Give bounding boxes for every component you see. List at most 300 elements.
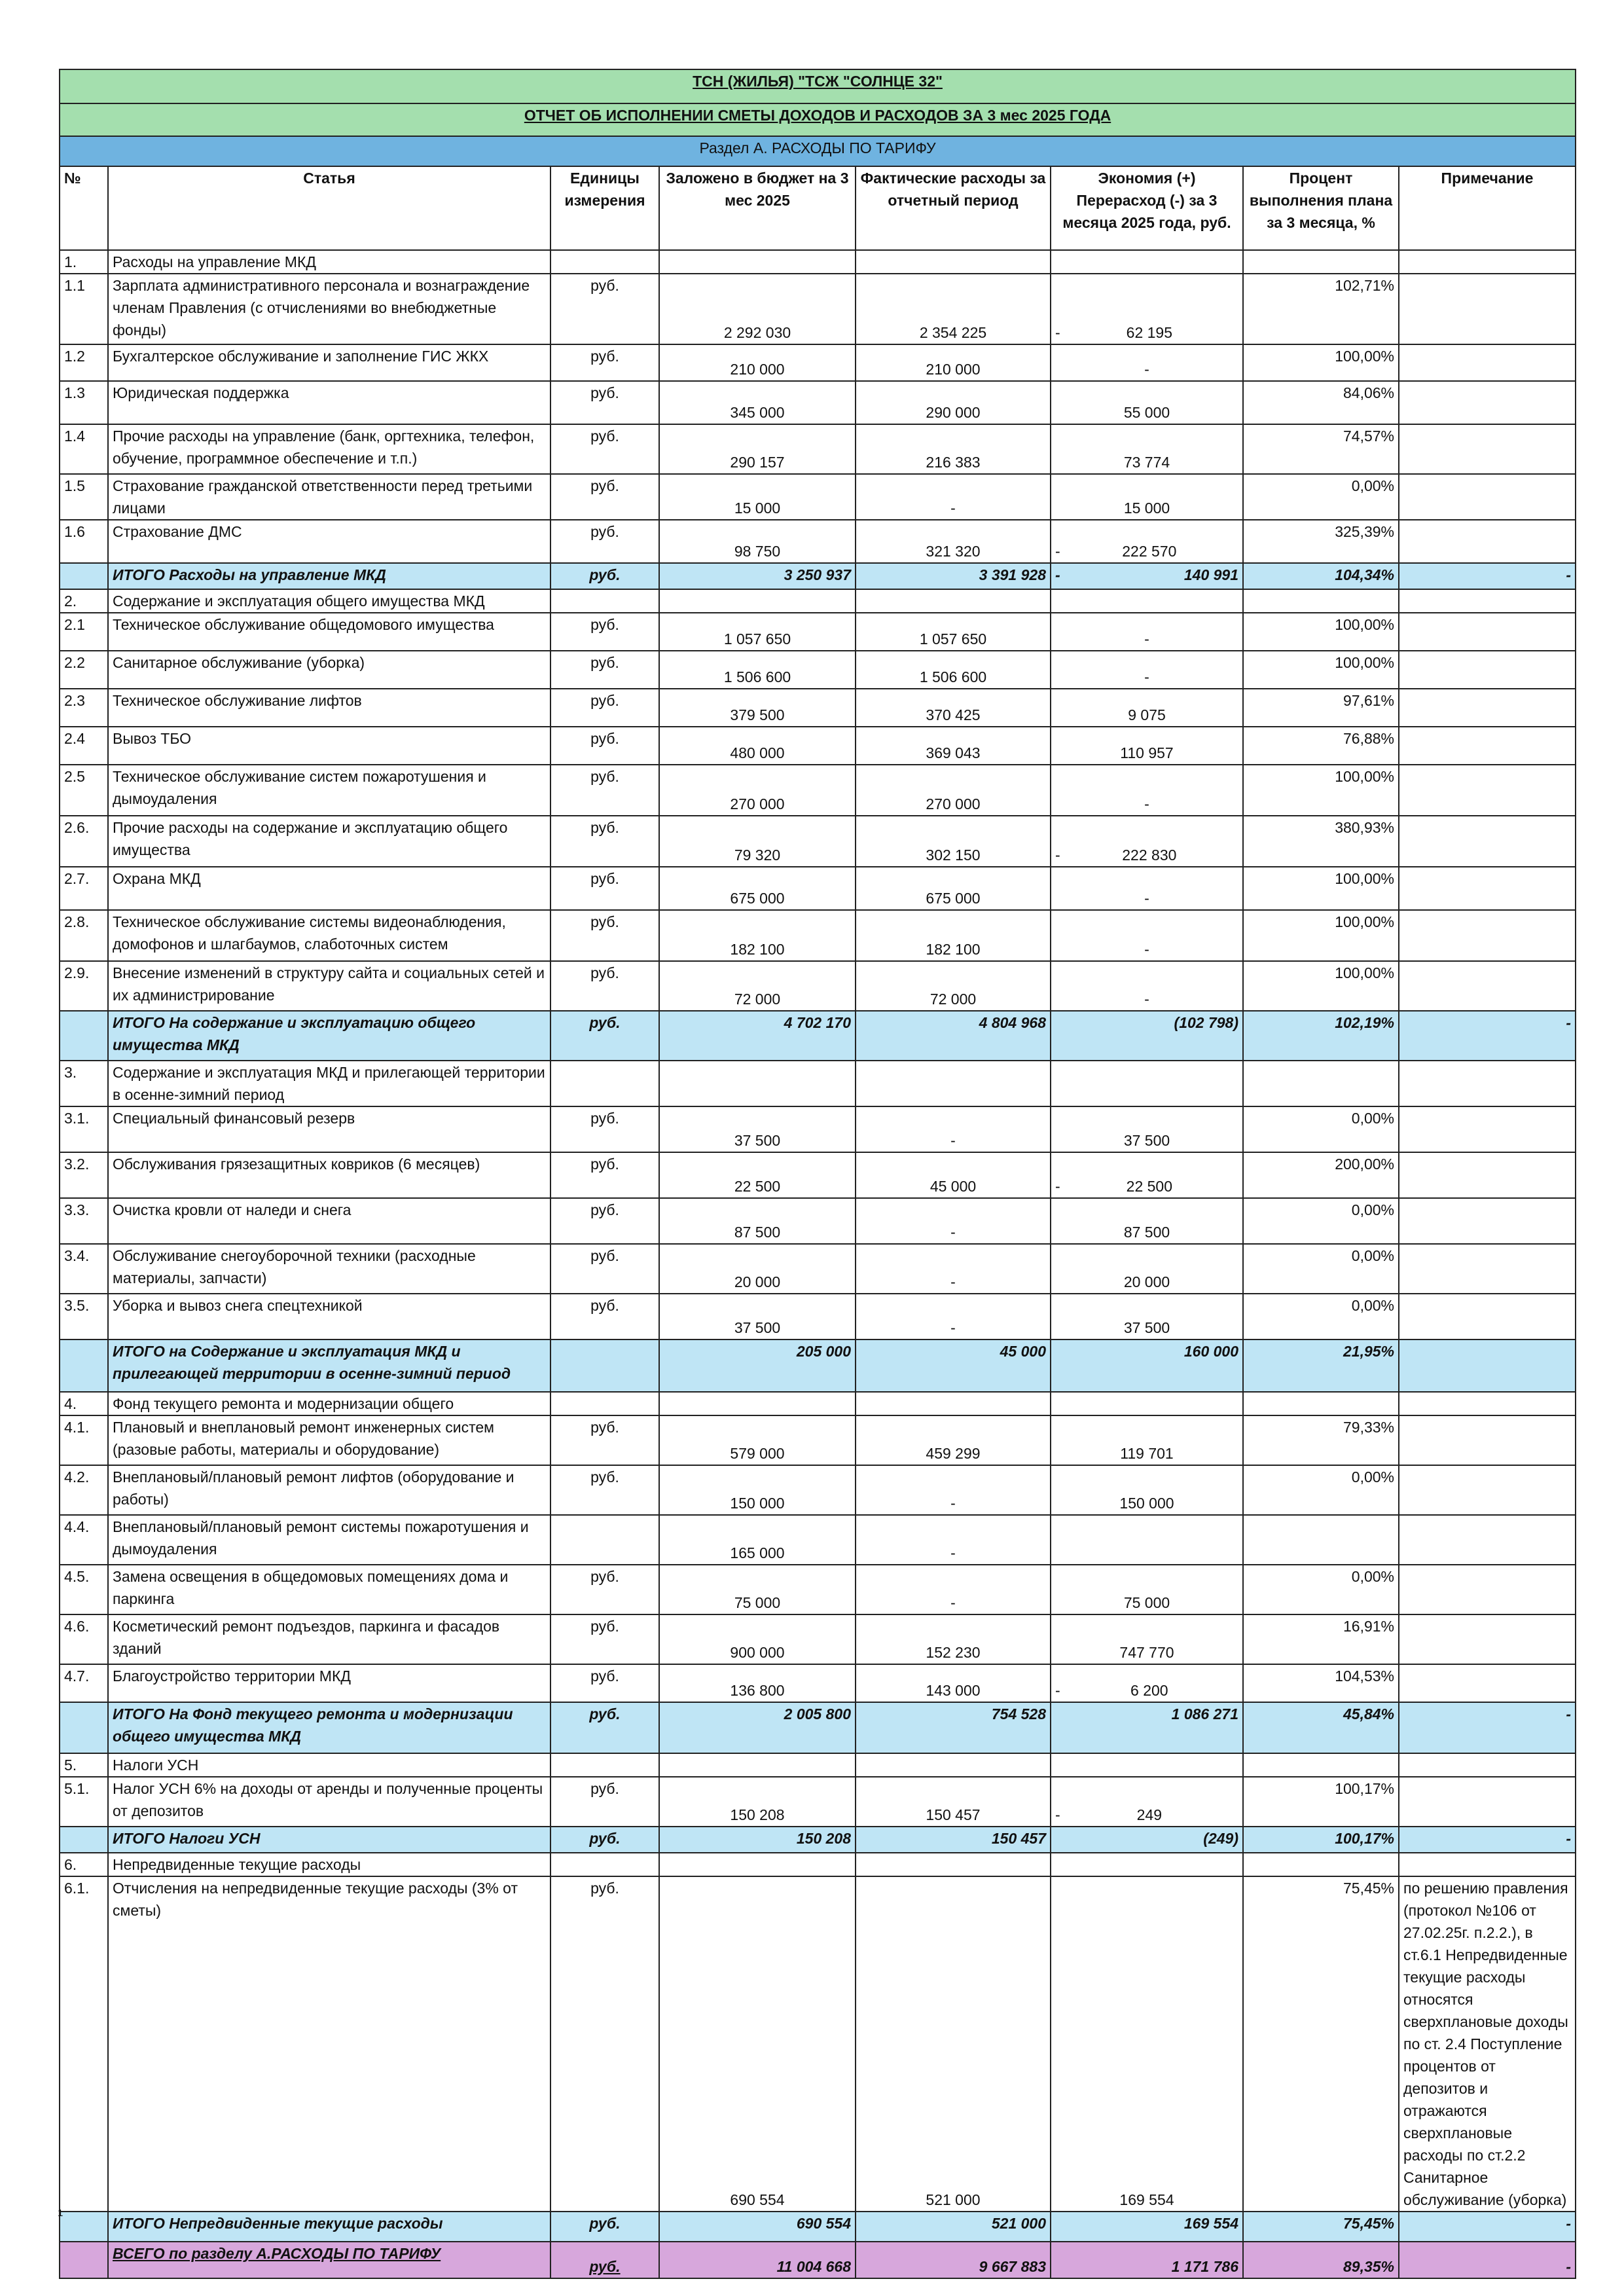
row-actual xyxy=(856,1415,1051,1465)
table-row xyxy=(60,274,1576,344)
grand-total-row xyxy=(60,2242,1576,2278)
row-budget xyxy=(659,1565,856,1614)
row-actual-value: 152 230 xyxy=(926,1644,981,1661)
table-row xyxy=(60,816,1576,867)
row-economy-value: 1 171 786 xyxy=(1171,2258,1238,2275)
row-actual-value: 150 457 xyxy=(926,1806,981,1823)
row-budget xyxy=(659,520,856,563)
row-budget xyxy=(659,1664,856,1702)
row-note xyxy=(1399,1664,1576,1702)
row-note xyxy=(1399,424,1576,474)
row-article: Плановый и внеплановый ремонт инженерных систем (разовые работы, материалы и оборудование) xyxy=(108,1415,550,1465)
row-unit xyxy=(550,250,659,274)
row-percent xyxy=(1243,1702,1399,1753)
row-unit: руб. xyxy=(550,910,659,961)
header-actual: Фактические расходы за отчетный период xyxy=(856,166,1051,250)
row-percent xyxy=(1243,867,1399,910)
header-unit: Единицы измерения xyxy=(550,166,659,250)
row-percent xyxy=(1243,563,1399,589)
row-article: Техническое обслуживание системы видеонаблюдения, домофонов и шлагбаумов, слаботочных систем xyxy=(108,910,550,961)
row-unit: руб. xyxy=(550,424,659,474)
row-number: 3.1. xyxy=(60,1106,108,1152)
row-number: 3.5. xyxy=(60,1294,108,1339)
row-note xyxy=(1399,689,1576,727)
row-percent xyxy=(1243,1244,1399,1294)
row-percent-value: 102,19% xyxy=(1335,1014,1394,1031)
header-note: Примечание xyxy=(1399,166,1576,250)
row-percent-value: 100,00% xyxy=(1335,964,1394,981)
row-number: 3.4. xyxy=(60,1244,108,1294)
row-economy xyxy=(1051,1339,1243,1392)
row-economy-value: 75 000 xyxy=(1123,1594,1170,1611)
row-unit xyxy=(550,589,659,613)
row-article: Уборка и вывоз снега спецтехникой xyxy=(108,1294,550,1339)
row-budget xyxy=(659,867,856,910)
row-economy-value: - xyxy=(1144,795,1149,812)
row-number: 2.4 xyxy=(60,727,108,765)
row-budget-value: 150 208 xyxy=(730,1806,785,1823)
row-note xyxy=(1399,589,1576,613)
row-budget-value: 379 500 xyxy=(730,706,785,723)
row-economy xyxy=(1051,1777,1243,1827)
row-actual xyxy=(856,816,1051,867)
row-economy xyxy=(1051,1011,1243,1061)
row-percent xyxy=(1243,474,1399,520)
row-unit: руб. xyxy=(550,1614,659,1664)
row-number: 4.6. xyxy=(60,1614,108,1664)
budget-report-table xyxy=(59,69,1576,2279)
row-economy xyxy=(1051,765,1243,816)
row-actual-value: 302 150 xyxy=(926,847,981,864)
overspend-sign: - xyxy=(1055,1682,1060,1699)
row-budget-value: 2 005 800 xyxy=(784,1705,851,1722)
row-actual xyxy=(856,344,1051,381)
row-note xyxy=(1399,250,1576,274)
row-economy-value: - xyxy=(1144,890,1149,907)
row-percent xyxy=(1243,520,1399,563)
section-row xyxy=(60,1061,1576,1106)
row-percent-value: 0,00% xyxy=(1351,477,1394,494)
row-percent-value: 74,57% xyxy=(1343,428,1394,445)
row-actual-value: 182 100 xyxy=(926,941,981,958)
row-budget-value: 87 500 xyxy=(734,1224,781,1241)
row-economy xyxy=(1051,520,1243,563)
row-actual xyxy=(856,1753,1051,1777)
row-note xyxy=(1399,520,1576,563)
row-percent-value: 100,17% xyxy=(1335,1830,1394,1847)
row-note xyxy=(1399,651,1576,689)
row-percent xyxy=(1243,1465,1399,1515)
row-budget xyxy=(659,816,856,867)
row-actual-value: 210 000 xyxy=(926,361,981,378)
row-budget-value: 900 000 xyxy=(730,1644,785,1661)
row-article: Бухгалтерское обслуживание и заполнение ГИС ЖКХ xyxy=(108,344,550,381)
row-actual xyxy=(856,1702,1051,1753)
row-economy-value: 37 500 xyxy=(1123,1132,1170,1149)
table-row xyxy=(60,867,1576,910)
row-budget xyxy=(659,1106,856,1152)
row-actual-value: - xyxy=(950,1132,956,1149)
row-economy-value: 6 200 xyxy=(1130,1682,1168,1699)
row-note xyxy=(1399,1853,1576,1876)
row-number: 4.7. xyxy=(60,1664,108,1702)
row-unit: руб. xyxy=(550,1415,659,1465)
row-number: 4.2. xyxy=(60,1465,108,1515)
row-article: Отчисления на непредвиденные текущие расходы (3% от сметы) xyxy=(108,1876,550,2212)
row-note xyxy=(1399,1339,1576,1392)
row-budget-value: 182 100 xyxy=(730,941,785,958)
row-budget xyxy=(659,1876,856,2212)
row-note-value: - xyxy=(1566,2258,1572,2275)
row-percent-value: 100,00% xyxy=(1335,913,1394,930)
row-actual xyxy=(856,1294,1051,1339)
table-row xyxy=(60,1614,1576,1664)
row-note xyxy=(1399,613,1576,651)
row-budget xyxy=(659,689,856,727)
row-number: 2. xyxy=(60,589,108,613)
row-actual-value: 143 000 xyxy=(926,1682,981,1699)
header-no: № xyxy=(60,166,108,250)
row-economy xyxy=(1051,1152,1243,1198)
row-economy xyxy=(1051,1415,1243,1465)
row-actual-value: - xyxy=(950,1224,956,1241)
row-unit: руб. xyxy=(550,344,659,381)
row-actual-value: 72 000 xyxy=(929,991,977,1008)
row-budget xyxy=(659,1614,856,1664)
row-economy xyxy=(1051,1827,1243,1853)
row-economy xyxy=(1051,613,1243,651)
row-economy xyxy=(1051,816,1243,867)
row-article: Санитарное обслуживание (уборка) xyxy=(108,651,550,689)
row-economy xyxy=(1051,1465,1243,1515)
row-budget xyxy=(659,1853,856,1876)
row-percent xyxy=(1243,381,1399,424)
row-actual-value: 754 528 xyxy=(991,1705,1046,1722)
row-economy-value: 87 500 xyxy=(1123,1224,1170,1241)
row-actual-value: 45 000 xyxy=(929,1178,977,1195)
row-budget xyxy=(659,589,856,613)
row-economy xyxy=(1051,1515,1243,1565)
row-actual-value: 321 320 xyxy=(926,543,981,560)
row-percent xyxy=(1243,1152,1399,1198)
row-article: Расходы на управление МКД xyxy=(108,250,550,274)
row-budget xyxy=(659,1515,856,1565)
row-unit xyxy=(550,1853,659,1876)
row-note xyxy=(1399,563,1576,589)
overspend-sign: - xyxy=(1055,566,1060,583)
row-article: Техническое обслуживание лифтов xyxy=(108,689,550,727)
row-economy xyxy=(1051,1392,1243,1415)
row-budget-value: 290 157 xyxy=(730,454,785,471)
row-percent xyxy=(1243,1294,1399,1339)
row-economy xyxy=(1051,250,1243,274)
row-economy-value: 747 770 xyxy=(1119,1644,1174,1661)
row-economy xyxy=(1051,1614,1243,1664)
row-budget-value: 15 000 xyxy=(734,500,781,517)
row-budget-value: 37 500 xyxy=(734,1319,781,1336)
row-note xyxy=(1399,727,1576,765)
row-actual-value: 369 043 xyxy=(926,744,981,761)
row-unit xyxy=(550,1061,659,1106)
row-article: Техническое обслуживание общедомового имущества xyxy=(108,613,550,651)
row-note xyxy=(1399,1244,1576,1294)
row-economy xyxy=(1051,474,1243,520)
row-economy xyxy=(1051,910,1243,961)
row-actual-value: 459 299 xyxy=(926,1445,981,1462)
table-row xyxy=(60,424,1576,474)
section-title: Раздел А. РАСХОДЫ ПО ТАРИФУ xyxy=(60,136,1576,166)
row-percent-value: 89,35% xyxy=(1343,2258,1394,2275)
row-note xyxy=(1399,381,1576,424)
table-row xyxy=(60,1106,1576,1152)
row-percent-value: 45,84% xyxy=(1343,1705,1394,1722)
row-number: 5.1. xyxy=(60,1777,108,1827)
row-economy-value: - xyxy=(1144,668,1149,685)
row-note xyxy=(1399,1415,1576,1465)
row-article: Очистка кровли от наледи и снега xyxy=(108,1198,550,1244)
row-note xyxy=(1399,1294,1576,1339)
row-note-value: - xyxy=(1566,1014,1572,1031)
row-actual-value: 521 000 xyxy=(926,2191,981,2208)
table-row xyxy=(60,520,1576,563)
row-number: 2.8. xyxy=(60,910,108,961)
row-percent xyxy=(1243,1061,1399,1106)
total-row xyxy=(60,563,1576,589)
row-budget xyxy=(659,274,856,344)
row-note xyxy=(1399,961,1576,1011)
table-row xyxy=(60,1876,1576,2212)
row-budget-value: 210 000 xyxy=(730,361,785,378)
row-number: 5. xyxy=(60,1753,108,1777)
row-number: 6.1. xyxy=(60,1876,108,2212)
row-budget-value: 675 000 xyxy=(730,890,785,907)
row-actual-value: 675 000 xyxy=(926,890,981,907)
row-percent-value: 75,45% xyxy=(1343,1880,1394,1897)
row-article: Прочие расходы на управление (банк, оргтехника, телефон, обучение, программное обеспечение и т.п.) xyxy=(108,424,550,474)
row-note xyxy=(1399,1702,1576,1753)
row-number: 4.4. xyxy=(60,1515,108,1565)
table-row xyxy=(60,1565,1576,1614)
row-economy xyxy=(1051,1244,1243,1294)
row-budget xyxy=(659,1702,856,1753)
row-number: 1.2 xyxy=(60,344,108,381)
row-actual xyxy=(856,1664,1051,1702)
total-row xyxy=(60,1827,1576,1853)
row-article: ВСЕГО по разделу А.РАСХОДЫ ПО ТАРИФУ xyxy=(108,2242,550,2278)
row-budget-value: 20 000 xyxy=(734,1273,781,1290)
section-row xyxy=(60,1853,1576,1876)
row-note xyxy=(1399,1753,1576,1777)
row-budget xyxy=(659,961,856,1011)
row-note xyxy=(1399,1011,1576,1061)
row-percent-value: 104,53% xyxy=(1335,1667,1394,1685)
row-note xyxy=(1399,1106,1576,1152)
row-percent-value: 0,00% xyxy=(1351,1110,1394,1127)
row-unit: руб. xyxy=(550,1106,659,1152)
row-budget xyxy=(659,1827,856,1853)
row-economy xyxy=(1051,651,1243,689)
row-percent-value: 0,00% xyxy=(1351,1247,1394,1264)
row-unit: руб. xyxy=(550,961,659,1011)
row-economy xyxy=(1051,2242,1243,2278)
table-row xyxy=(60,651,1576,689)
row-economy-value: 222 830 xyxy=(1122,847,1177,864)
row-percent-value: 75,45% xyxy=(1343,2215,1394,2232)
table-row xyxy=(60,1777,1576,1827)
row-actual-value: 3 391 928 xyxy=(979,566,1046,583)
row-actual-value: - xyxy=(950,1495,956,1512)
row-budget-value: 98 750 xyxy=(734,543,781,560)
row-note-value: по решению правления (протокол №106 от 27.02.25г. п.2.2.), в ст.6.1 Непредвиденные текущие расходы относятся сверхплановые доходы по ст. 2.4 Поступление процентов от депозитов и отражаются сверхплановые расходы по ст.2.2 Санитарное обслуживание (уборка) xyxy=(1403,1880,1568,2208)
table-row xyxy=(60,765,1576,816)
row-budget-value: 690 554 xyxy=(730,2191,785,2208)
row-note-value: - xyxy=(1566,2215,1572,2232)
row-actual xyxy=(856,961,1051,1011)
row-budget-value: 72 000 xyxy=(734,991,781,1008)
row-unit: руб. xyxy=(550,689,659,727)
row-economy-value: 15 000 xyxy=(1123,500,1170,517)
row-actual xyxy=(856,1853,1051,1876)
row-percent xyxy=(1243,2242,1399,2278)
row-number xyxy=(60,1827,108,1853)
row-number: 4.5. xyxy=(60,1565,108,1614)
row-economy xyxy=(1051,344,1243,381)
row-note-value: - xyxy=(1566,1705,1572,1722)
row-budget xyxy=(659,1244,856,1294)
row-budget xyxy=(659,474,856,520)
row-percent xyxy=(1243,727,1399,765)
row-percent xyxy=(1243,1777,1399,1827)
row-economy xyxy=(1051,274,1243,344)
row-actual xyxy=(856,651,1051,689)
row-number: 2.2 xyxy=(60,651,108,689)
section-row xyxy=(60,1392,1576,1415)
section-row xyxy=(60,589,1576,613)
row-article: Содержание и эксплуатация общего имущества МКД xyxy=(108,589,550,613)
row-actual xyxy=(856,1614,1051,1664)
row-note-value: - xyxy=(1566,1830,1572,1847)
row-actual-value: 150 457 xyxy=(991,1830,1046,1847)
row-actual-value: - xyxy=(950,500,956,517)
section-row xyxy=(60,1753,1576,1777)
row-percent-value: 76,88% xyxy=(1343,730,1394,747)
row-economy-value: - xyxy=(1144,630,1149,647)
row-article: Техническое обслуживание систем пожаротушения и дымоудаления xyxy=(108,765,550,816)
row-percent-value: 0,00% xyxy=(1351,1468,1394,1485)
row-percent xyxy=(1243,1339,1399,1392)
header-article: Статья xyxy=(108,166,550,250)
row-article: Благоустройство территории МКД xyxy=(108,1664,550,1702)
row-economy-value: 22 500 xyxy=(1126,1178,1173,1195)
row-actual xyxy=(856,2212,1051,2242)
row-number: 2.7. xyxy=(60,867,108,910)
row-actual xyxy=(856,1827,1051,1853)
row-percent-value: 200,00% xyxy=(1335,1156,1394,1173)
row-unit: руб. xyxy=(550,867,659,910)
row-budget xyxy=(659,1294,856,1339)
row-budget xyxy=(659,1753,856,1777)
row-article: ИТОГО Непредвиденные текущие расходы xyxy=(108,2212,550,2242)
row-unit xyxy=(550,1753,659,1777)
table-row xyxy=(60,1515,1576,1565)
row-percent-value: 84,06% xyxy=(1343,384,1394,401)
row-budget xyxy=(659,563,856,589)
row-number: 2.6. xyxy=(60,816,108,867)
table-row xyxy=(60,1664,1576,1702)
row-actual xyxy=(856,1198,1051,1244)
overspend-sign: - xyxy=(1055,543,1060,560)
row-economy xyxy=(1051,1664,1243,1702)
row-actual xyxy=(856,381,1051,424)
row-percent xyxy=(1243,1827,1399,1853)
section-row xyxy=(60,250,1576,274)
row-number: 3. xyxy=(60,1061,108,1106)
row-unit: руб. xyxy=(550,1777,659,1827)
table-row xyxy=(60,1294,1576,1339)
row-percent xyxy=(1243,1853,1399,1876)
row-note xyxy=(1399,1876,1576,2212)
row-economy-value: 150 000 xyxy=(1119,1495,1174,1512)
row-number: 1.6 xyxy=(60,520,108,563)
table-row xyxy=(60,613,1576,651)
row-actual xyxy=(856,474,1051,520)
row-budget xyxy=(659,1465,856,1515)
row-article: Косметический ремонт подъездов, паркинга и фасадов зданий xyxy=(108,1614,550,1664)
row-budget xyxy=(659,651,856,689)
row-economy-value: - xyxy=(1144,991,1149,1008)
row-economy xyxy=(1051,689,1243,727)
row-actual xyxy=(856,1061,1051,1106)
row-percent xyxy=(1243,1415,1399,1465)
row-unit: руб. xyxy=(550,613,659,651)
row-economy xyxy=(1051,1853,1243,1876)
row-budget-value: 2 292 030 xyxy=(723,324,791,341)
row-article: Внесение изменений в структуру сайта и социальных сетей и их администрирование xyxy=(108,961,550,1011)
row-economy-value: 62 195 xyxy=(1126,324,1173,341)
row-economy xyxy=(1051,1294,1243,1339)
row-article: ИТОГО На содержание и эксплуатацию общего имущества МКД xyxy=(108,1011,550,1061)
row-number: 1.4 xyxy=(60,424,108,474)
row-article: Вывоз ТБО xyxy=(108,727,550,765)
row-unit: руб. xyxy=(550,381,659,424)
row-percent xyxy=(1243,1106,1399,1152)
row-article: Непредвиденные текущие расходы xyxy=(108,1853,550,1876)
total-row xyxy=(60,1702,1576,1753)
row-actual xyxy=(856,424,1051,474)
column-header-row xyxy=(60,166,1576,250)
row-budget-value: 480 000 xyxy=(730,744,785,761)
row-actual-value: 290 000 xyxy=(926,404,981,421)
table-row xyxy=(60,1198,1576,1244)
row-number: 3.2. xyxy=(60,1152,108,1198)
row-actual-value: 1 057 650 xyxy=(919,630,987,647)
row-actual-value: - xyxy=(950,1319,956,1336)
row-unit: руб. xyxy=(550,727,659,765)
row-budget-value: 79 320 xyxy=(734,847,781,864)
row-budget xyxy=(659,1198,856,1244)
table-row xyxy=(60,474,1576,520)
row-note xyxy=(1399,2212,1576,2242)
row-economy-value: 169 554 xyxy=(1119,2191,1174,2208)
row-budget xyxy=(659,613,856,651)
row-budget xyxy=(659,344,856,381)
row-percent xyxy=(1243,344,1399,381)
row-article: Обслуживание снегоуборочной техники (расходные материалы, запчасти) xyxy=(108,1244,550,1294)
row-economy-value: 20 000 xyxy=(1123,1273,1170,1290)
row-note xyxy=(1399,1827,1576,1853)
report-title: ОТЧЕТ ОБ ИСПОЛНЕНИИ СМЕТЫ ДОХОДОВ И РАСХОДОВ ЗА 3 мес 2025 ГОДА xyxy=(60,103,1576,136)
row-actual xyxy=(856,689,1051,727)
